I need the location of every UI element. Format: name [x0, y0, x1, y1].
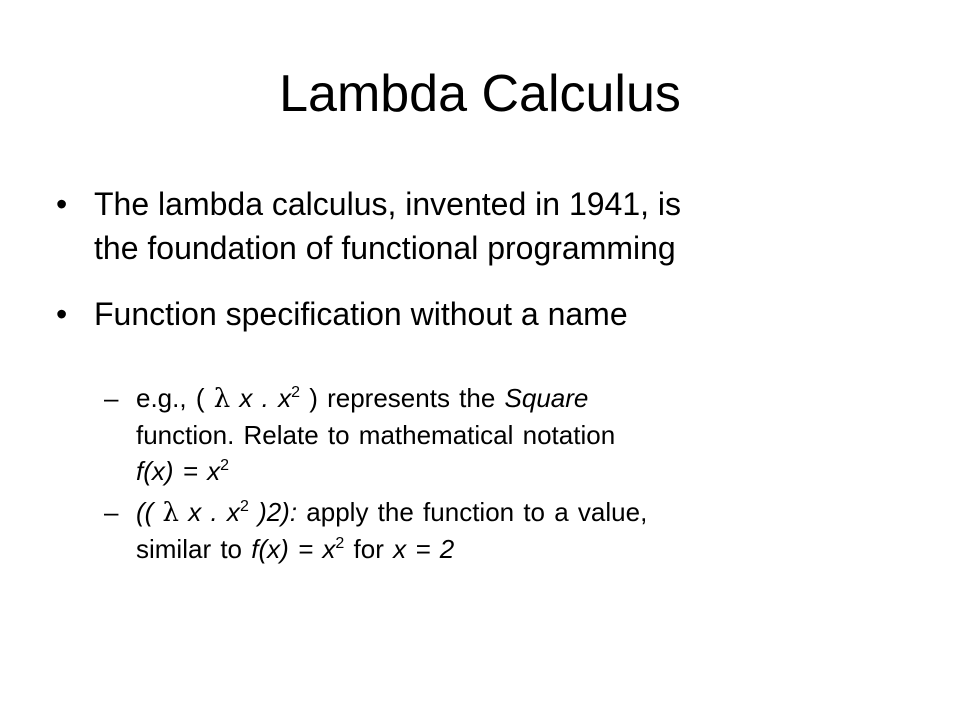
bullet-marker: •: [56, 296, 68, 332]
math-expression: f(x) = x: [136, 456, 221, 486]
superscript: 2: [291, 384, 300, 401]
superscript: 2: [335, 535, 345, 552]
math-expression: ((: [136, 497, 163, 527]
emphasis-text: Square: [504, 383, 589, 413]
superscript: 2: [239, 498, 249, 515]
bullet-line-1: The lambda calculus, invented in 1941, is: [94, 186, 682, 222]
bullet-text: Function specification without a name: [94, 296, 628, 332]
bullet-marker: •: [56, 186, 68, 222]
bullet-text: [94, 182, 894, 270]
text-run: ) represents the: [300, 383, 505, 413]
sub-bullet-marker: –: [104, 497, 119, 527]
text-run: apply the function to a value,: [297, 497, 648, 527]
lambda-symbol: λ: [213, 384, 231, 414]
sub-bullet-line-2: [136, 531, 866, 567]
math-expression: )2):: [248, 497, 298, 527]
sub-bullet-line-3: [136, 453, 866, 489]
text-run: e.g., (: [136, 383, 214, 413]
math-expression: x . x: [179, 497, 240, 527]
slide-title: Lambda Calculus: [279, 65, 681, 123]
math-expression: x = 2: [393, 534, 455, 564]
math-expression: x . x: [230, 383, 292, 413]
sub-bullet-line-1: [136, 494, 866, 531]
text-run: similar to: [136, 534, 252, 564]
superscript: 2: [220, 457, 230, 474]
sub-bullet-text: [136, 380, 866, 489]
lambda-symbol: λ: [162, 498, 180, 528]
sub-bullet-line-1: [136, 380, 866, 417]
sub-bullet-text: [136, 494, 866, 567]
math-expression: f(x) = x: [251, 534, 336, 564]
text-run: for: [344, 534, 394, 564]
sub-bullet-line-2: function. Relate to mathematical notation: [136, 420, 616, 450]
sub-bullet-marker: –: [104, 383, 119, 413]
bullet-line-2: the foundation of functional programming: [94, 230, 676, 266]
